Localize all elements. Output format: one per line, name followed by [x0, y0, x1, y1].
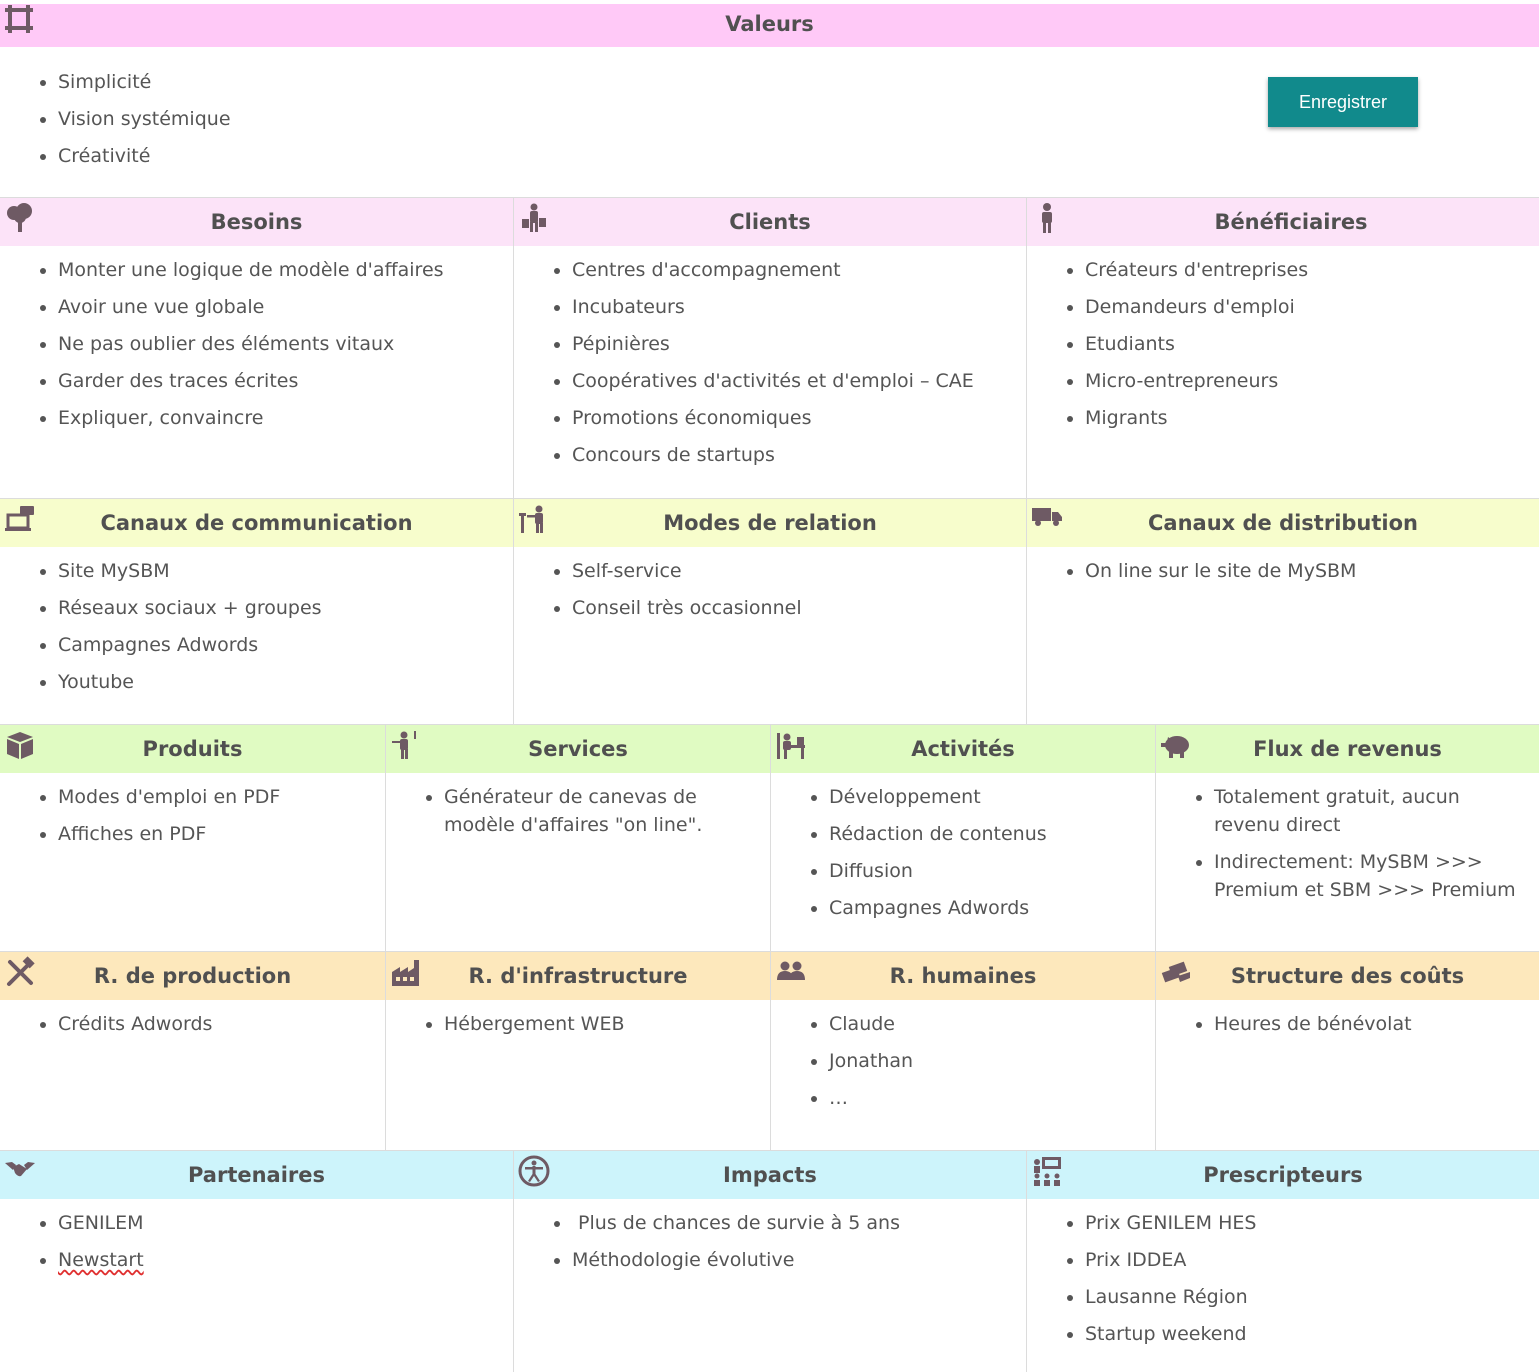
list-item: • Campagnes Adwords: [829, 894, 1135, 922]
list-item: • Heures de bénévolat: [1214, 1010, 1519, 1038]
spellcheck-word: Newstart: [58, 1249, 144, 1271]
section-r-production: [0, 951, 385, 1150]
section-beneficiaires: [1026, 197, 1539, 498]
section-title-modes-relation: Modes de relation: [663, 511, 877, 535]
section-title-impacts: Impacts: [723, 1163, 817, 1187]
frame-icon: [3, 3, 35, 35]
section-title-r-humaines: R. humaines: [889, 964, 1037, 988]
list-item: • Lausanne Région: [1085, 1283, 1519, 1311]
save-button[interactable]: Enregistrer: [1268, 77, 1418, 127]
list-item: • Site MySBM: [58, 557, 493, 585]
section-title-flux-revenus: Flux de revenus: [1253, 737, 1442, 761]
list-item: • Monter une logique de modèle d'affaires: [58, 256, 493, 284]
activites-list: [771, 783, 1155, 931]
section-title-services: Services: [528, 737, 628, 761]
section-modes-relation: [513, 498, 1026, 724]
money-hand-icon: [1160, 956, 1192, 988]
section-title-beneficiaires: Bénéficiaires: [1214, 210, 1368, 234]
list-item: • Diffusion: [829, 857, 1135, 885]
list-item: • Incubateurs: [572, 293, 1006, 321]
list-item: • Vision systémique: [58, 105, 1519, 133]
shopper-icon: [518, 202, 550, 234]
list-item: [58, 1246, 493, 1274]
list-item: • Garder des traces écrites: [58, 367, 493, 395]
piggy-bank-icon: [1160, 729, 1192, 761]
list-item: • Expliquer, convaincre: [58, 404, 493, 432]
section-besoins: [0, 197, 513, 498]
beneficiaires-list: [1027, 256, 1539, 441]
handshake-icon: [4, 1155, 36, 1187]
section-title-partenaires: Partenaires: [187, 1163, 326, 1187]
list-item: • Promotions économiques: [572, 404, 1006, 432]
list-item: • Jonathan: [829, 1047, 1135, 1075]
list-item: • Ne pas oublier des éléments vitaux: [58, 330, 493, 358]
list-item: • Affiches en PDF: [58, 820, 365, 848]
list-item: • Demandeurs d'emploi: [1085, 293, 1519, 321]
factory-icon: [390, 956, 422, 988]
section-title-structure-couts: Structure des coûts: [1230, 964, 1465, 988]
list-item: • Développement: [829, 783, 1135, 811]
section-partenaires: [0, 1150, 513, 1372]
canaux-distribution-list: [1027, 557, 1539, 594]
section-canaux-communication: [0, 498, 513, 724]
list-item: • Rédaction de contenus: [829, 820, 1135, 848]
section-flux-revenus: [1155, 724, 1539, 951]
partenaires-list: [0, 1209, 513, 1283]
list-item: • …: [829, 1084, 1135, 1112]
list-item: • Pépinières: [572, 330, 1006, 358]
section-services: [385, 724, 770, 951]
list-item: • Indirectement: MySBM >>> Premium et SBM >>> Premium: [1214, 848, 1519, 904]
produits-list: [0, 783, 385, 857]
section-title-besoins: Besoins: [210, 210, 303, 234]
list-item: • Méthodologie évolutive: [572, 1246, 1006, 1274]
impacts-list: [514, 1209, 1026, 1283]
r-production-list: [0, 1010, 385, 1047]
flux-revenus-list: [1156, 783, 1539, 913]
r-infrastructure-list: [386, 1010, 770, 1047]
list-item: • Coopératives d'activités et d'emploi – CAE: [572, 367, 1006, 395]
section-title-canaux-distribution: Canaux de distribution: [1147, 511, 1419, 535]
list-item: • Startup weekend: [1085, 1320, 1519, 1348]
list-item: • Centres d'accompagnement: [572, 256, 1006, 284]
list-item: • Hébergement WEB: [444, 1010, 750, 1038]
list-item: • Simplicité: [58, 68, 1519, 96]
section-clients: [513, 197, 1026, 498]
list-item: • Self-service: [572, 557, 1006, 585]
section-prescripteurs: [1026, 1150, 1539, 1372]
laptop-chat-icon: [4, 503, 36, 535]
list-item: • Etudiants: [1085, 330, 1519, 358]
list-item: • Prix IDDEA: [1085, 1246, 1519, 1274]
relation-icon: [518, 503, 550, 535]
section-title-produits: Produits: [142, 737, 243, 761]
modes-relation-list: [514, 557, 1026, 631]
vitruvian-icon: [518, 1155, 550, 1187]
section-title-clients: Clients: [729, 210, 811, 234]
tools-icon: [4, 956, 36, 988]
waiter-icon: [390, 729, 422, 761]
list-item: • Modes d'emploi en PDF: [58, 783, 365, 811]
list-item: • Micro-entrepreneurs: [1085, 367, 1519, 395]
section-produits: [0, 724, 385, 951]
list-item: • Créativité: [58, 142, 1519, 170]
list-item: • Prix GENILEM HES: [1085, 1209, 1519, 1237]
section-title-r-infrastructure: R. d'infrastructure: [468, 964, 688, 988]
section-impacts: [513, 1150, 1026, 1372]
list-item: • Claude: [829, 1010, 1135, 1038]
tree-icon: [4, 202, 36, 234]
prescripteurs-list: [1027, 1209, 1539, 1357]
canaux-communication-list: [0, 557, 513, 705]
list-item: • Plus de chances de survie à 5 ans: [572, 1209, 1006, 1237]
structure-couts-list: [1156, 1010, 1539, 1047]
list-item: • Générateur de canevas de modèle d'affaires "on line".: [444, 783, 750, 839]
list-item: • Concours de startups: [572, 441, 1006, 469]
r-humaines-list: [771, 1010, 1155, 1121]
section-structure-couts: [1155, 951, 1539, 1150]
services-list: [386, 783, 770, 848]
section-title-r-production: R. de production: [93, 964, 292, 988]
list-item: • Youtube: [58, 668, 493, 696]
list-item: • GENILEM: [58, 1209, 493, 1237]
section-r-humaines: [770, 951, 1155, 1150]
section-title-canaux-communication: Canaux de communication: [100, 511, 413, 535]
desk-worker-icon: [775, 729, 807, 761]
list-item: • Conseil très occasionnel: [572, 594, 1006, 622]
list-item: • Réseaux sociaux + groupes: [58, 594, 493, 622]
list-item: • Campagnes Adwords: [58, 631, 493, 659]
list-item: • Totalement gratuit, aucun revenu direct: [1214, 783, 1519, 839]
section-activites: [770, 724, 1155, 951]
section-canaux-distribution: [1026, 498, 1539, 724]
list-item: • Migrants: [1085, 404, 1519, 432]
people-icon: [775, 956, 807, 988]
section-title-prescripteurs: Prescripteurs: [1203, 1163, 1363, 1187]
list-item: • On line sur le site de MySBM: [1085, 557, 1519, 585]
list-item: • Créateurs d'entreprises: [1085, 256, 1519, 284]
section-title-activites: Activités: [911, 737, 1015, 761]
truck-icon: [1031, 503, 1063, 535]
besoins-list: [0, 256, 513, 441]
list-item: • Crédits Adwords: [58, 1010, 365, 1038]
section-title-valeurs: Valeurs: [725, 12, 814, 36]
box-icon: [4, 729, 36, 761]
person-icon: [1031, 202, 1063, 234]
clients-list: [514, 256, 1026, 478]
section-r-infrastructure: [385, 951, 770, 1150]
list-item: • Avoir une vue globale: [58, 293, 493, 321]
presenter-icon: [1031, 1155, 1063, 1187]
